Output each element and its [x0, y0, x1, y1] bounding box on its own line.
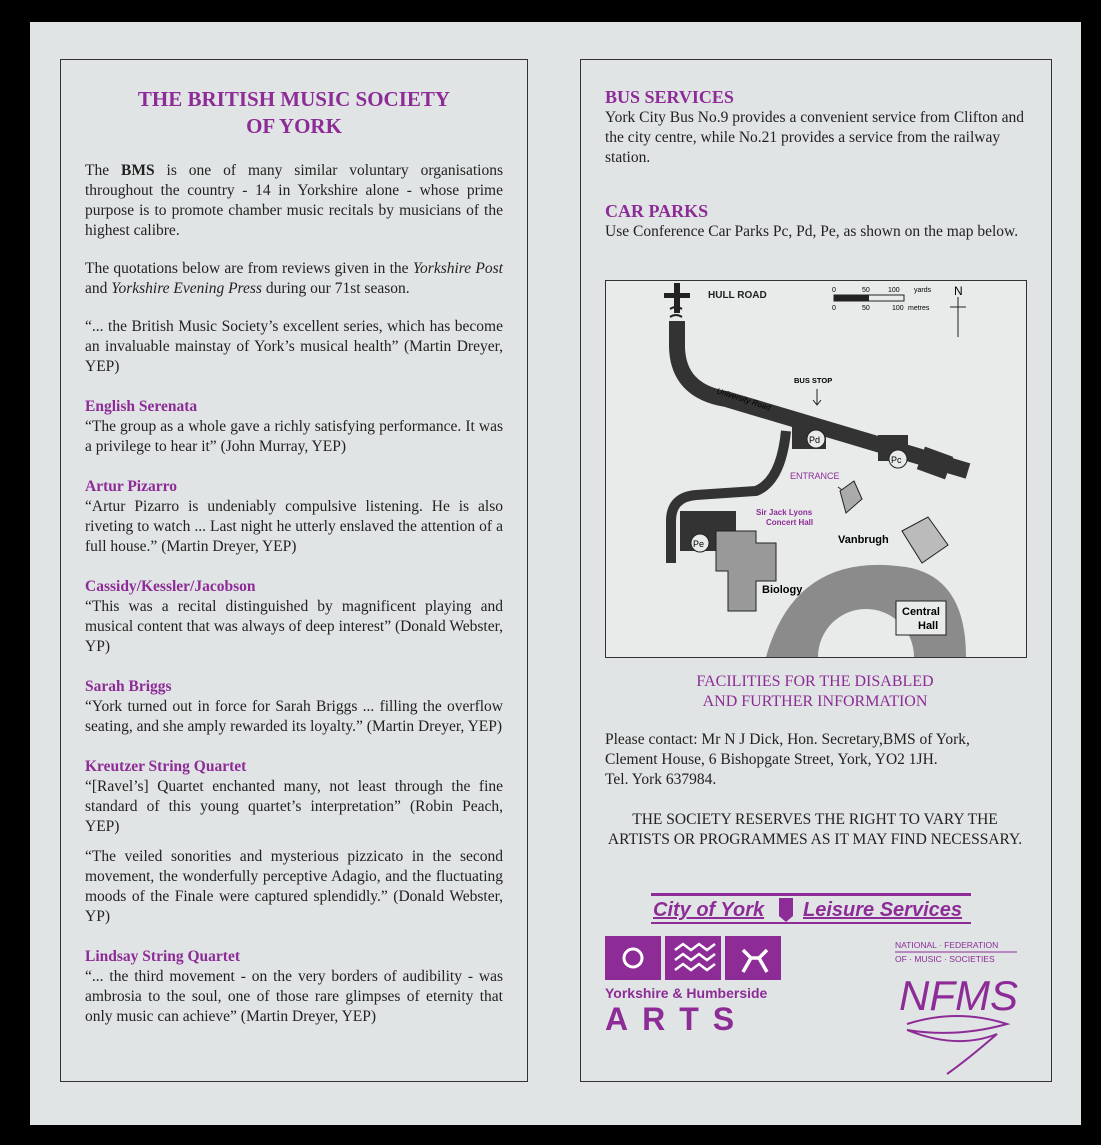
title-line-1: THE BRITISH MUSIC SOCIETY	[137, 87, 451, 111]
right-panel	[580, 59, 1052, 1082]
city-of-york-text: City of York	[653, 899, 765, 921]
yha-line-1: Yorkshire & Humberside	[605, 985, 768, 1001]
scale-bar-fill	[834, 295, 869, 301]
scale-yards-0: 0	[832, 287, 836, 294]
contact-line-3: Tel. York 637984.	[605, 771, 717, 788]
page-title	[85, 86, 503, 140]
yha-line-2: ARTS	[605, 1001, 749, 1036]
scale-metres-50: 50	[862, 305, 870, 312]
central-hall-label-2: Hall	[918, 620, 939, 632]
general-quote: “... the British Music Society’s excellent series, which has become an invaluable mainstay of York’s musical health” (Martin Dreyer, YEP)	[85, 318, 503, 375]
quotes-mid: and	[85, 280, 112, 297]
entrance-label: ENTRANCE	[790, 471, 840, 481]
pc-label: Pc	[891, 455, 902, 465]
biology-label: Biology	[762, 584, 803, 596]
reserve-notice: THE SOCIETY RESERVES THE RIGHT TO VARY THE ARTISTS OR PROGRAMMES AS IT MAY FIND NECESSARY.	[607, 811, 1023, 848]
university-road-label: University Road	[715, 386, 772, 413]
nfms-flourish	[907, 1016, 1007, 1074]
review-text: “[Ravel’s] Quartet enchanted many, not least through the fine standard of this young quartet’s interpretation” (Robin Peach, YEP)	[85, 778, 503, 835]
scale-metres-unit: metres	[908, 305, 930, 312]
yha-tile-1	[605, 936, 661, 980]
nfms-logo	[887, 938, 1027, 1078]
concert-hall-label-2: Concert Hall	[766, 518, 814, 527]
bus-stop-arrow	[813, 389, 821, 405]
scale-metres-100: 100	[892, 305, 904, 312]
quotes-post: during our 71st season.	[261, 280, 410, 297]
biology-building	[716, 531, 776, 611]
quotes-em-2: Yorkshire Evening Press	[111, 280, 262, 297]
vanbrugh-label: Vanbrugh	[838, 534, 889, 546]
review-text: “... the third movement - on the very borders of audibility - was ambrosia to the soul, one of those rare glimpses of eternity that only music can achieve” (Martin Dreyer, YEP)	[85, 968, 503, 1025]
intro-paragraph	[85, 161, 503, 241]
intro-pre: The	[85, 162, 122, 179]
facilities-line-2: AND FURTHER INFORMATION	[702, 693, 928, 710]
city-of-york-logo	[651, 892, 971, 926]
central-hall-label-1: Central	[902, 606, 940, 618]
car-text: Use Conference Car Parks Pc, Pd, Pe, as shown on the map below.	[605, 223, 1019, 240]
facilities-heading	[605, 672, 1025, 712]
pe-label: Pe	[693, 539, 705, 549]
nfms-mark: NFMS	[899, 972, 1018, 1019]
hull-road-label: HULL ROAD	[708, 290, 767, 301]
nfms-line-1: NATIONAL · FEDERATION	[895, 940, 999, 950]
bus-text: York City Bus No.9 provides a convenient service from Clifton and the city centre, while No.21 provides a service from the railway station.	[605, 109, 1025, 166]
nfms-line-2: OF · MUSIC · SOCIETIES	[895, 954, 995, 964]
left-panel	[60, 59, 528, 1082]
quotes-em-1: Yorkshire Post	[412, 260, 503, 277]
vanbrugh-building	[902, 517, 948, 563]
intro-post: is one of many similar voluntary organisations throughout the country - 14 in Yorkshire alone - whose prime purpose is to promote chamber music recitals by musicians of the highest calibre.	[85, 162, 503, 239]
review-title: Cassidy/Kessler/Jacobson	[85, 578, 256, 595]
nfms-logo-svg	[887, 938, 1027, 1078]
review-text: “York turned out in force for Sarah Briggs ... filling the overflow seating, and she amply rewarded its loyalty.” (Martin Dreyer, YEP)	[85, 698, 503, 735]
review-title: Lindsay String Quartet	[85, 948, 241, 965]
review-title: Sarah Briggs	[85, 678, 172, 695]
logo-top-rule	[651, 893, 971, 896]
concert-hall-building	[840, 481, 862, 513]
crest-icon	[779, 898, 793, 922]
review-text: “This was a recital distinguished by magnificent playing and musical content that was always of deep interest” (Donald Webster, YP)	[85, 598, 503, 655]
facilities-line-1: FACILITIES FOR THE DISABLED	[696, 673, 934, 690]
review-text: “The veiled sonorities and mysterious pizzicato in the second movement, the wonderfully perceptive Adagio, and the fluctuating moods of the Finale were captured splendidly.” (Donald Webster, YP)	[85, 848, 503, 925]
quotes-pre: The quotations below are from reviews given in the	[85, 260, 413, 277]
intro-bold: BMS	[121, 162, 155, 179]
title-line-2: OF YORK	[246, 114, 342, 138]
scale-yards-50: 50	[862, 287, 870, 294]
campus-map-svg	[606, 281, 1026, 657]
pd-label: Pd	[809, 435, 821, 445]
concert-hall-label-1: Sir Jack Lyons	[756, 508, 813, 517]
yha-logo-svg	[605, 936, 795, 1036]
contact-line-2: Clement House, 6 Bishopgate Street, York, YO2 1JH.	[605, 751, 938, 768]
hull-road-crossbar	[664, 293, 690, 298]
campus-map	[605, 280, 1027, 658]
bus-stop-label: BUS STOP	[794, 376, 833, 385]
contact-line-1: Please contact: Mr N J Dick, Hon. Secretary,BMS of York,	[605, 731, 970, 748]
bus-heading: BUS SERVICES	[605, 87, 734, 107]
quotes-paragraph	[85, 259, 503, 299]
north-label: N	[954, 284, 963, 298]
review-title: Artur Pizarro	[85, 478, 177, 495]
leisure-services-text: Leisure Services	[803, 899, 962, 921]
yorkshire-humberside-arts-logo	[605, 936, 795, 1036]
car-heading: CAR PARKS	[605, 201, 709, 221]
review-text: “Artur Pizarro is undeniably compulsive listening. He is also riveting to watch ... Last night he utterly enslaved the attention of a full house.” (Martin Dreyer, YEP)	[85, 498, 503, 555]
logo-bottom-rule	[651, 922, 971, 924]
scale-metres-0: 0	[832, 305, 836, 312]
review-title: Kreutzer String Quartet	[85, 758, 247, 775]
review-title: English Serenata	[85, 398, 198, 415]
leaflet-sheet	[30, 22, 1081, 1125]
review-text: “The group as a whole gave a richly satisfying performance. It was a privilege to hear it” (John Murray, YEP)	[85, 418, 503, 455]
scale-yards-unit: yards	[914, 287, 932, 294]
scale-yards-100: 100	[888, 287, 900, 294]
contact-block	[605, 730, 1035, 790]
